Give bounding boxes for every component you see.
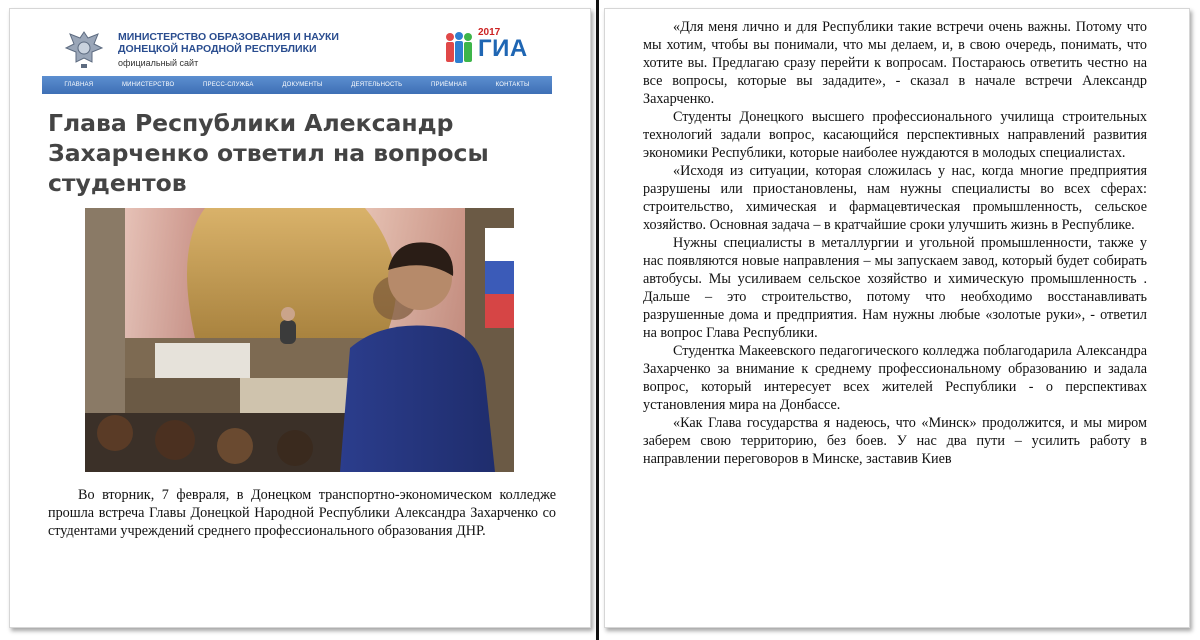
site-header: [42, 21, 552, 95]
article-paragraph: «Для меня лично и для Республики такие встречи очень важны. Потому что мы хотим, чтобы вы понимали, что мы делаем, и, в свою очередь, понимать, что хотите вы. Предлагаю сразу перейти к вопросам. Постараюсь ответить честно на все вопросы, которые вы зададите», - сказал в начале встречи Александр Захарченко.: [643, 19, 1147, 107]
gia-year: 2017: [478, 27, 501, 38]
article-paragraph: «Как Глава государства я надеюсь, что «Минск» продолжится, и мы миром заберем свою территорию, без боев. У нас два пути – усилить работу в направлении переговоров в Минске, заставив Киев: [643, 415, 1147, 467]
nav-item-home[interactable]: ГЛАВНАЯ: [64, 82, 94, 88]
article-paragraph: «Исходя из ситуации, которая сложилась у нас, когда многие предприятия разрушены или приостановлены, нам нужны специалисты во всех сферах: строительство, химическая и фармацевтическая промышленность, сельское хозяйство. Основная задача – в кратчайшие сроки улучшить жизнь в Республике.: [643, 163, 1147, 233]
nav-bar: [42, 76, 552, 94]
page-gutter: [596, 0, 599, 640]
nav-item-activity[interactable]: ДЕЯТЕЛЬНОСТЬ: [351, 82, 403, 88]
article-photo: [85, 208, 514, 472]
nav-item-reception[interactable]: ПРИЁМНАЯ: [431, 82, 467, 88]
article-headline: Глава Республики Александр Захарченко ответил на вопросы студентов: [48, 109, 489, 197]
gia-people-icon: [444, 31, 474, 65]
right-text-block: [643, 18, 1147, 468]
left-text-block: [48, 486, 556, 540]
nav-item-contacts[interactable]: КОНТАКТЫ: [495, 82, 530, 88]
ministry-title: МИНИСТЕРСТВО ОБРАЗОВАНИЯ И НАУКИ ДОНЕЦКОЙ НАРОДНОЙ РЕСПУБЛИКИ: [118, 31, 339, 55]
article-paragraph: Студенты Донецкого высшего профессионального училища строительных технологий задали вопрос, касающийся перспективных направлений развития экономики Республики, которые наиболее нуждаются в молодых специалистах.: [643, 109, 1147, 161]
gia-text: ГИА: [478, 35, 528, 62]
article-paragraph: Нужны специалисты в металлургии и угольной промышленности, также у нас появляются новые направления – мы запускаем завод, который будет собирать автобусы. Мы усиливаем сельское хозяйство и химическую промышленность . Дальше – это строительство, потому что необходимо восстанавливать разрушенные дома и предприятия. Нам нужны любые «золотые руки», - ответил на вопрос Глава Республики.: [643, 235, 1147, 341]
gia-logo-icon: [444, 27, 540, 67]
emblem-icon: [62, 26, 106, 70]
article-paragraph: Студентка Макеевского педагогического колледжа поблагодарила Александра Захарченко за внимание к среднему профессиональному образованию и задала вопрос, который интересует всех жителей Республики - о перспективах установления мира на Донбассе.: [643, 343, 1147, 413]
site-subtitle: официальный сайт: [118, 58, 199, 68]
nav-item-ministry[interactable]: МИНИСТЕРСТВО: [121, 82, 175, 88]
nav-item-press[interactable]: ПРЕСС-СЛУЖБА: [203, 82, 254, 88]
article-paragraph: Во вторник, 7 февраля, в Донецком транспортно-экономическом колледже прошла встреча Главы Донецкой Народной Республики Александра Захарченко со студентами учреждений среднего профессионального образования ДНР.: [48, 487, 556, 539]
nav-item-documents[interactable]: ДОКУМЕНТЫ: [282, 82, 323, 88]
